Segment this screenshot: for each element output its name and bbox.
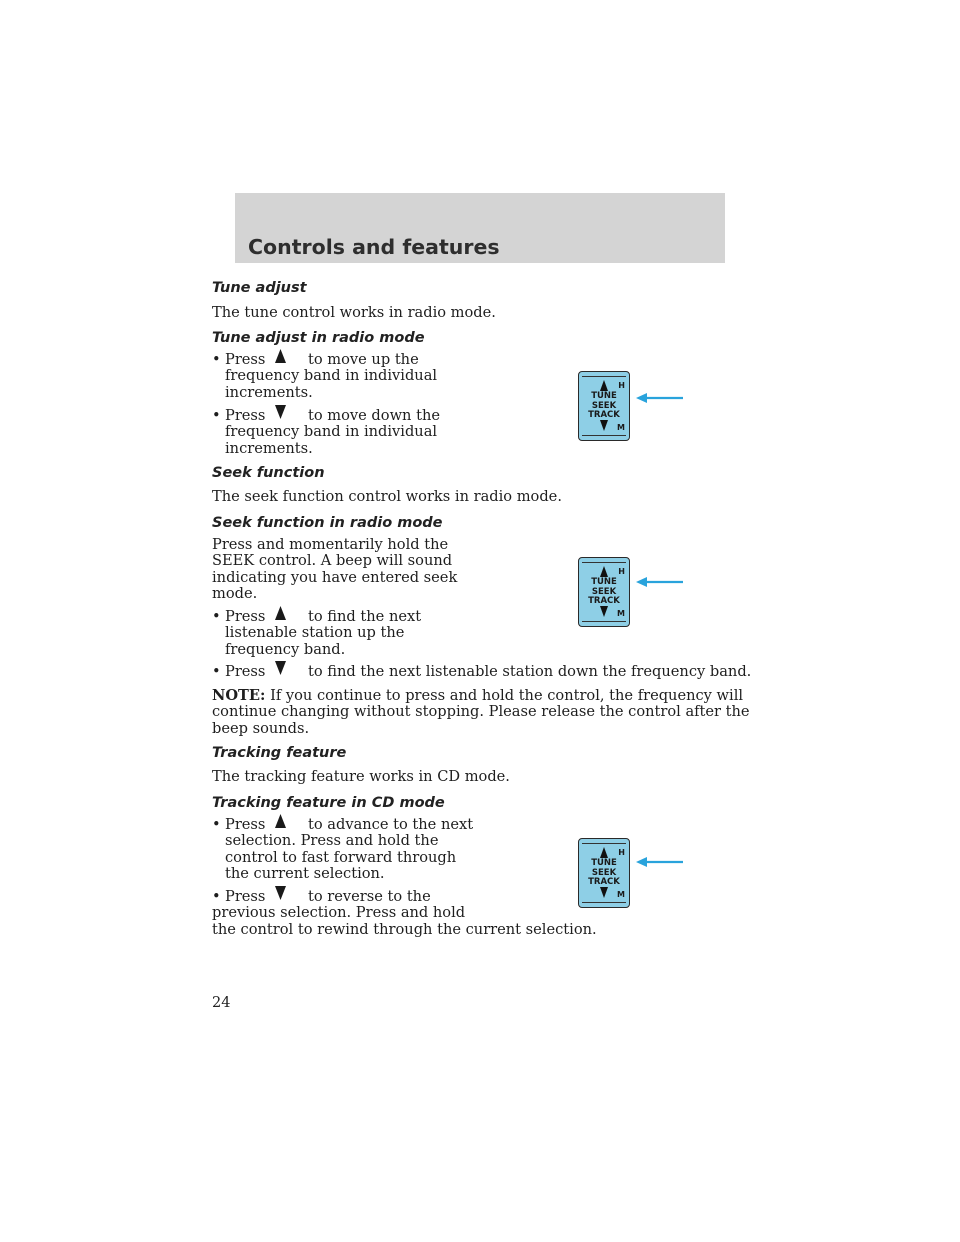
control-label-track: TRACK bbox=[588, 877, 620, 887]
bullet-line: increments. bbox=[225, 439, 313, 457]
note-label: NOTE: bbox=[212, 687, 266, 704]
arrow-down-icon bbox=[274, 404, 287, 420]
arrow-down-icon bbox=[600, 887, 608, 898]
seek-para-line: indicating you have entered seek bbox=[212, 568, 458, 586]
arrow-up-icon bbox=[274, 813, 287, 829]
control-label-tune: TUNE bbox=[591, 577, 617, 587]
bullet-line: to find the next bbox=[308, 608, 422, 625]
seek-intro: The seek function control works in radio mode. bbox=[212, 488, 562, 505]
h-label: H bbox=[618, 567, 625, 576]
bullet-dot: • bbox=[212, 608, 221, 625]
heading-seek-function: Seek function bbox=[212, 465, 325, 481]
heading-tune-adjust: Tune adjust bbox=[212, 280, 307, 296]
control-label-tune: TUNE bbox=[591, 858, 617, 868]
bullet-dot: • bbox=[212, 888, 221, 905]
note-line: continue changing without stopping. Please release the control after the bbox=[212, 703, 750, 721]
bullet-line: increments. bbox=[225, 383, 313, 401]
tracking-intro: The tracking feature works in CD mode. bbox=[212, 768, 510, 785]
subheading-tune-radio: Tune adjust in radio mode bbox=[212, 330, 425, 346]
divider bbox=[582, 902, 626, 903]
h-label: H bbox=[618, 381, 625, 390]
bullet-line: frequency band in individual bbox=[225, 423, 438, 441]
h-label: H bbox=[618, 848, 625, 857]
arrow-up-icon bbox=[600, 380, 608, 391]
bullet-line: to find the next listenable station down the frequency band. bbox=[308, 663, 752, 680]
bullet-dot: • bbox=[212, 816, 221, 833]
control-label-seek: SEEK bbox=[591, 586, 617, 597]
bullet-press: Press bbox=[225, 816, 266, 833]
bullet-line: previous selection. Press and hold bbox=[212, 904, 466, 922]
bullet-press: Press bbox=[225, 407, 266, 424]
tune-seek-track-control bbox=[578, 557, 630, 627]
seek-para-line: SEEK control. A beep will sound bbox=[212, 552, 453, 570]
bullet-line: to move up the bbox=[308, 351, 419, 368]
bullet-press: Press bbox=[225, 351, 266, 368]
pointer-arrow-icon bbox=[635, 856, 695, 868]
note-text: If you continue to press and hold the control, the frequency will bbox=[270, 687, 744, 704]
subheading-tracking-cd: Tracking feature in CD mode bbox=[212, 795, 445, 811]
arrow-up-icon bbox=[274, 348, 287, 364]
tune-seek-track-control bbox=[578, 838, 630, 908]
bullet-dot: • bbox=[212, 351, 221, 368]
bullet-line: control to fast forward through bbox=[225, 848, 457, 866]
tune-adjust-intro: The tune control works in radio mode. bbox=[212, 304, 496, 321]
page-number: 24 bbox=[212, 995, 231, 1011]
bullet-line: listenable station up the bbox=[225, 624, 405, 642]
bullet-dot: • bbox=[212, 407, 221, 424]
arrow-down-icon bbox=[600, 606, 608, 617]
arrow-up-icon bbox=[600, 566, 608, 577]
arrow-up-icon bbox=[600, 847, 608, 858]
pointer-arrow-icon bbox=[635, 576, 695, 588]
tune-seek-track-control bbox=[578, 371, 630, 441]
pointer-arrow-icon bbox=[635, 392, 695, 404]
heading-tracking-feature: Tracking feature bbox=[212, 745, 347, 761]
bullet-line: frequency band. bbox=[225, 640, 346, 658]
bullet-dot: • bbox=[212, 663, 221, 680]
seek-para-line: Press and momentarily hold the bbox=[212, 536, 449, 553]
header-band bbox=[235, 193, 725, 263]
section-title: Controls and features bbox=[248, 235, 500, 259]
bullet-line: to move down the bbox=[308, 407, 440, 424]
bullet-line: selection. Press and hold the bbox=[225, 832, 439, 850]
bullet-press: Press bbox=[225, 888, 266, 905]
bullet-line: the control to rewind through the current selection. bbox=[212, 920, 597, 938]
arrow-down-icon bbox=[600, 420, 608, 431]
bullet-line: the current selection. bbox=[225, 864, 385, 882]
divider bbox=[582, 843, 626, 844]
bullet-line: to advance to the next bbox=[308, 816, 474, 833]
note-line bbox=[212, 688, 743, 704]
bullet-press: Press bbox=[225, 608, 266, 625]
control-label-seek: SEEK bbox=[591, 867, 617, 878]
bullet-press: Press bbox=[225, 663, 266, 680]
bullet-line: to reverse to the bbox=[308, 888, 431, 905]
m-label: M bbox=[617, 609, 625, 618]
note-line: beep sounds. bbox=[212, 719, 310, 737]
control-label-seek: SEEK bbox=[591, 400, 617, 411]
subheading-seek-radio: Seek function in radio mode bbox=[212, 515, 443, 531]
divider bbox=[582, 435, 626, 436]
divider bbox=[582, 376, 626, 377]
control-label-track: TRACK bbox=[588, 410, 620, 420]
bullet-line: frequency band in individual bbox=[225, 367, 438, 385]
arrow-down-icon bbox=[274, 885, 287, 901]
control-label-tune: TUNE bbox=[591, 391, 617, 401]
divider bbox=[582, 621, 626, 622]
control-label-track: TRACK bbox=[588, 596, 620, 606]
m-label: M bbox=[617, 423, 625, 432]
arrow-down-icon bbox=[274, 660, 287, 676]
arrow-up-icon bbox=[274, 605, 287, 621]
divider bbox=[582, 562, 626, 563]
m-label: M bbox=[617, 890, 625, 899]
seek-para-line: mode. bbox=[212, 584, 258, 602]
